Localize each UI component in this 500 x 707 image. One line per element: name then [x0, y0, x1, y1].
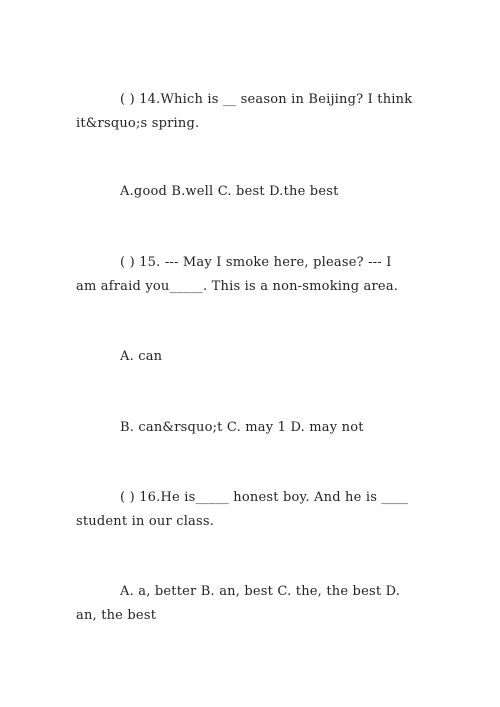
- question-14-stem-line1: ( ) 14.Which is __ season in Beijing? I think: [120, 92, 413, 107]
- question-14-options-block: [76, 180, 428, 204]
- question-15-stem-line2: am afraid you_____. This is a non-smoking area.: [76, 279, 399, 294]
- question-14-options: A.good B.well C. best D.the best: [120, 184, 339, 199]
- question-14-stem-line2: it&rsquo;s spring.: [76, 116, 200, 131]
- question-15-option-a: A. can: [120, 349, 163, 364]
- question-15-options-bcd-block: [76, 416, 428, 440]
- question-16: [76, 486, 428, 534]
- question-15-options-bcd: B. can&rsquo;t C. may 1 D. may not: [120, 420, 364, 435]
- question-16-stem-line2: student in our class.: [76, 514, 215, 529]
- question-15: [76, 251, 428, 299]
- question-14: [76, 88, 428, 136]
- question-15-option-a-block: [76, 345, 428, 369]
- question-16-options-line1: A. a, better B. an, best C. the, the best D.: [120, 584, 401, 599]
- question-15-stem-line1: ( ) 15. --- May I smoke here, please? --- I: [120, 255, 392, 270]
- question-16-options-line2: an, the best: [76, 608, 157, 623]
- question-16-options-block: [76, 580, 428, 628]
- question-16-stem-line1: ( ) 16.He is_____ honest boy. And he is ____: [120, 490, 409, 505]
